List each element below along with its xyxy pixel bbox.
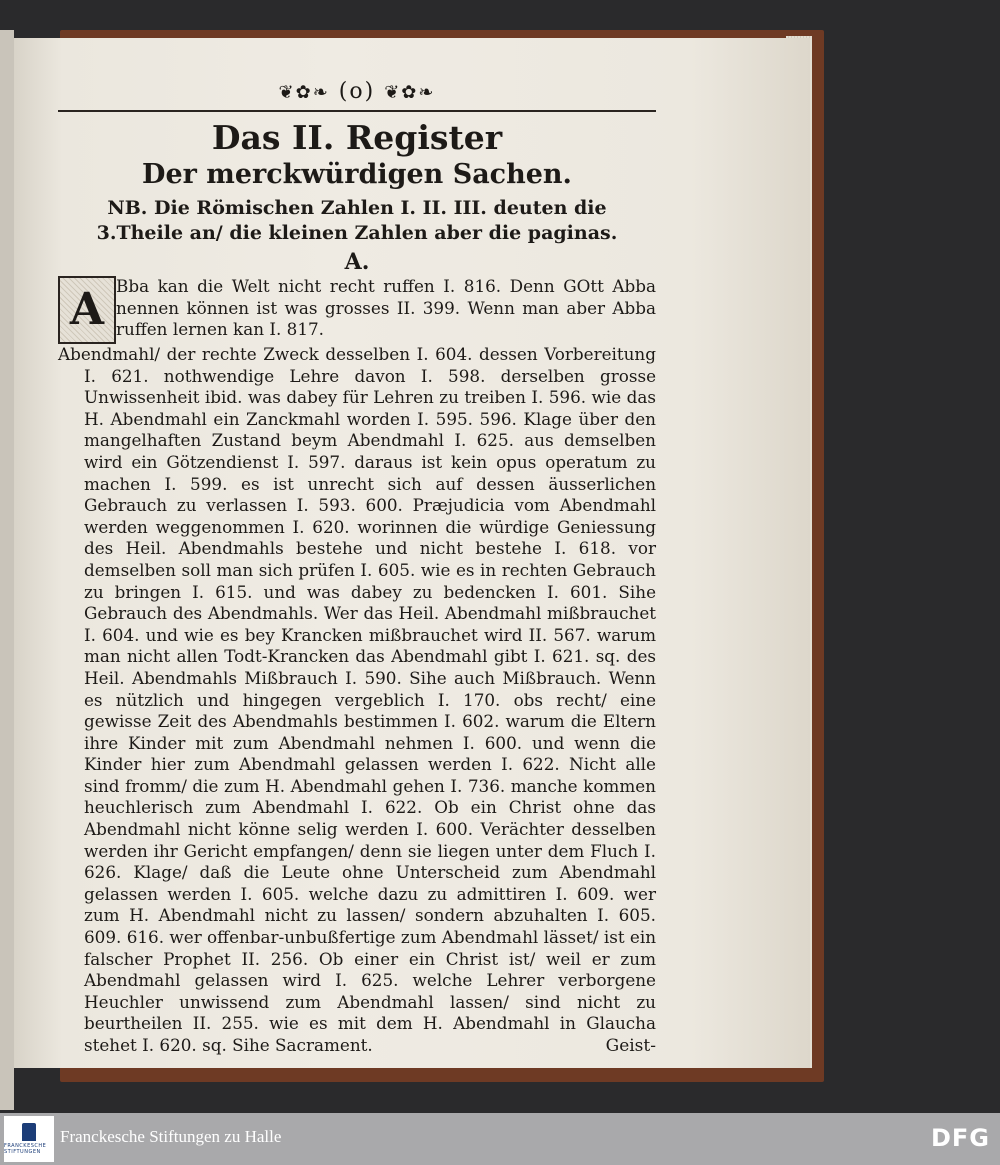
ornament-left: ❦✿❧ bbox=[278, 82, 330, 103]
institution-logo[interactable] bbox=[4, 1116, 54, 1162]
dfg-logo[interactable]: DFG bbox=[930, 1124, 990, 1152]
register-title: Das II. Register bbox=[211, 118, 503, 157]
ornament-right: ❦✿❧ bbox=[384, 82, 436, 103]
numbering-note: NB. Die Römischen Zahlen I. II. III. deuten die 3.Theile an/ die kleinen Zahlen aber die paginas. bbox=[96, 197, 618, 244]
book-left-edge bbox=[0, 30, 14, 1110]
register-subtitle: Der merckwürdigen Sachen. bbox=[142, 159, 572, 190]
header-rule bbox=[58, 110, 656, 112]
page-header bbox=[58, 76, 656, 108]
page-content bbox=[58, 76, 656, 1056]
section-letter: A. bbox=[344, 249, 370, 275]
institution-name[interactable]: Franckesche Stiftungen zu Halle bbox=[60, 1127, 282, 1146]
entry-abba bbox=[58, 276, 656, 342]
page-marker: (o) bbox=[338, 79, 376, 104]
catchword: Geist- bbox=[605, 1035, 656, 1056]
entry-abba-text: Bba kan die Welt nicht recht ruffen I. 816. Denn GOtt Abba nennen können ist was grosses II. 399. Wenn man aber Abba ruffen lernen kan I. 817. bbox=[116, 276, 656, 340]
drop-initial: A bbox=[58, 276, 116, 344]
orphanage-icon bbox=[22, 1123, 36, 1141]
entry-abendmahl-text: Abendmahl/ der rechte Zweck desselben I. 604. dessen Vorbereitung I. 621. nothwendige Lehre davon I. 598. derselben grosse Unwissenheit ibid. was dabey für Lehren zu treiben I. 596. wie das H. Abendmahl ein Zanckmahl worden I. 595. 596. Klage über den mangelhaften Zustand beym Abendmahl I. 625. aus demselben wird ein Götzendienst I. 597. daraus ist kein opus operatum zu machen I. 599. es ist unrecht sich auf dessen äusserlichen Gebrauch zu verlassen I. 593. 600. Præjudicia vom Abendmahl werden weggenommen I. 620. worinnen die würdige Geniessung des Heil. Abendmahls bestehe und nicht bestehe I. 618. vor demselben soll man sich prüfen I. 605. wie es in rechten Gebrauch zu bringen I. 615. und was dabey zu bedencken I. 601. Sihe Gebrauch des Abendmahls. Wer das Heil. Abendmahl mißbrauchet I. 604. und wie es bey Krancken mißbrauchet wird II. 567. warum man nicht allen Todt-Krancken das Abendmahl gibt I. 621. sq. des Heil. Abendmahls Mißbrauch I. 590. Sihe auch Mißbrauch. Wenn es nützlich und hingegen vergeblich I. 170. obs recht/ eine gewisse Zeit des Abendmahls bestimmen I. 602. warum die Eltern ihre Kinder mit zum Abendmahl nehmen I. 600. und wenn die Kinder hier zum Abendmahl gelassen werden I. 622. Nicht alle sind fromm/ die zum H. Abendmahl gehen I. 736. manche kommen heuchlerisch zum Abendmahl I. 622. Ob ein Christ ohne das Abendmahl nicht könne selig werden I. 600. Verächter desselben werden ihr Gericht empfangen/ denn sie liegen unter dem Fluch I. 626. Klage/ daß die Leute ohne Unterscheid zum Abendmahl gelassen werden I. 605. welche dazu zu admittiren I. 609. wer zum H. Abendmahl nicht zu lassen/ sondern abzuhalten I. 605. 609. 616. wer offenbar-unbußfertige zum Abendmahl lässet/ ist ein falscher Prophet II. 256. Ob einer ein Christ ist/ weil er zum Abendmahl gelassen wird I. 625. welche Lehrer verborgene Heuchler unwissend zum Abendmahl lassen/ sind nicht zu beurtheilen II. 255. wie es mit dem H. Abendmahl in Glaucha stehet I. 620. sq. Sihe Sacrament. bbox=[58, 344, 656, 1055]
logo-text: FRANCKESCHE STIFTUNGEN bbox=[4, 1143, 47, 1155]
entry-abendmahl bbox=[58, 344, 656, 1057]
viewer-footer bbox=[0, 1113, 1000, 1165]
